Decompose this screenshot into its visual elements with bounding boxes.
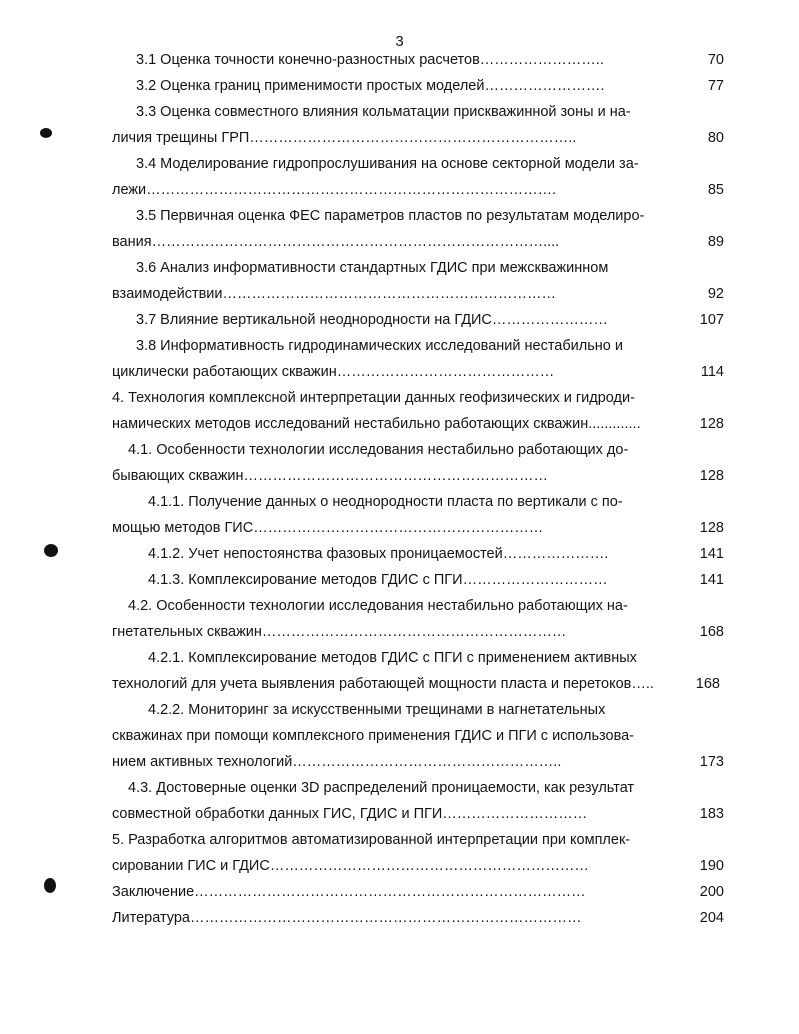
toc-page: 107	[699, 312, 724, 328]
toc-entry-text: 4.3. Достоверные оценки 3D распределений проницаемости, как результат	[128, 780, 635, 796]
toc-entry-text: 4.2.1. Комплексирование методов ГДИС с ПГИ с применением активных	[148, 650, 637, 666]
toc-page: 190	[699, 858, 724, 874]
toc-page: 168	[699, 624, 724, 640]
toc-page: 128	[699, 468, 724, 484]
toc-entry-text: 4.1.1. Получение данных о неоднородности пласта по вертикали с по-	[148, 494, 623, 510]
toc-entry-text: скважинах при помощи комплексного применения ГДИС и ПГИ с использова-	[112, 728, 635, 744]
toc-entry-text: намических методов исследований нестабильно работающих скважин.............	[112, 416, 641, 432]
toc-entry-text: 4.2.2. Мониторинг за искусственными трещинами в нагнетательных	[148, 702, 606, 718]
toc-entry-text: 4.1.3. Комплексирование методов ГДИС с ПГИ…………………………	[148, 572, 608, 588]
toc-page: 173	[699, 754, 724, 770]
toc-entry-text: циклически работающих скважин………………………………………	[112, 364, 555, 380]
toc-entry-text: 3.5 Первичная оценка ФЕС параметров пластов по результатам моделиро-	[136, 208, 645, 224]
toc-entry-text: взаимодействии……………………………………………………………	[112, 286, 556, 302]
toc-page: 114	[700, 364, 724, 380]
toc-entry-text: 3.1 Оценка точности конечно-разностных расчетов……………………..	[136, 52, 604, 68]
toc-entry-text: 3.2 Оценка границ применимости простых моделей…………………….	[136, 78, 605, 94]
toc-entry-text: нием активных технологий………………………………………………..	[112, 754, 562, 770]
toc-entry-text: 3.4 Моделирование гидропрослушивания на основе секторной модели за-	[136, 156, 639, 172]
toc-entry-text: 3.8 Информативность гидродинамических исследований нестабильно и	[136, 338, 623, 354]
toc-entry-text: бывающих скважин………………………………………………………	[112, 468, 549, 484]
toc-entry-text: технологий для учета выявления работающей мощности пласта и перетоков…..	[112, 676, 654, 692]
toc-entry-text: Литература………………………………………………………………………	[112, 910, 582, 926]
toc-page: 168	[695, 676, 720, 692]
toc-entry-text: 4. Технология комплексной интерпретации данных геофизических и гидроди-	[112, 390, 635, 406]
toc-entry-text: 5. Разработка алгоритмов автоматизированной интерпретации при комплек-	[112, 832, 631, 848]
toc-entry-text: 4.1.2. Учет непостоянства фазовых проницаемостей………………….	[148, 546, 609, 562]
toc-page: 85	[707, 182, 724, 198]
toc-page: 128	[699, 520, 724, 536]
toc-page: 141	[699, 572, 724, 588]
toc-page: 128	[699, 416, 724, 432]
toc-page: 200	[699, 884, 724, 900]
toc-page: 70	[707, 52, 724, 68]
toc-entry-text: 4.1. Особенности технологии исследования нестабильно работающих до-	[128, 442, 629, 458]
toc-entry-text: совместной обработки данных ГИС, ГДИС и ПГИ…………………………	[112, 806, 588, 822]
scan-speck	[40, 128, 52, 138]
toc-page: 141	[699, 546, 724, 562]
toc-entry-text: 3.7 Влияние вертикальной неоднородности на ГДИС……………………	[136, 312, 608, 328]
toc-page: 77	[707, 78, 724, 94]
scan-speck	[44, 544, 58, 557]
toc-page: 204	[699, 910, 724, 926]
toc-entry-text: личия трещины ГРП…………………………………………………………..	[112, 130, 577, 146]
toc-page: 89	[707, 234, 724, 250]
toc-entry-text: Заключение………………………………………………………………………	[112, 884, 586, 900]
toc-entry-text: гнетательных скважин………………………………………………………	[112, 624, 567, 640]
page-number: 3	[395, 33, 404, 50]
toc-entry-text: мощью методов ГИС……………………………………………………	[112, 520, 544, 536]
toc-entry-text: 3.6 Анализ информативности стандартных ГДИС при межскважинном	[136, 260, 609, 276]
toc-entry-text: сировании ГИС и ГДИС…………………………………………………………	[112, 858, 589, 874]
toc-entry-text: 4.2. Особенности технологии исследования нестабильно работающих на-	[128, 598, 628, 614]
toc-page: 183	[699, 806, 724, 822]
toc-page: 92	[707, 286, 724, 302]
toc-page: 80	[707, 130, 724, 146]
scan-speck	[44, 878, 56, 893]
toc-entry-text: 3.3 Оценка совместного влияния кольматации прискважинной зоны и на-	[136, 104, 631, 120]
toc-entry-text: вания………………………………………………………………………....	[112, 234, 560, 250]
toc-entry-text: лежи………………………………………………………………………….	[112, 182, 557, 198]
